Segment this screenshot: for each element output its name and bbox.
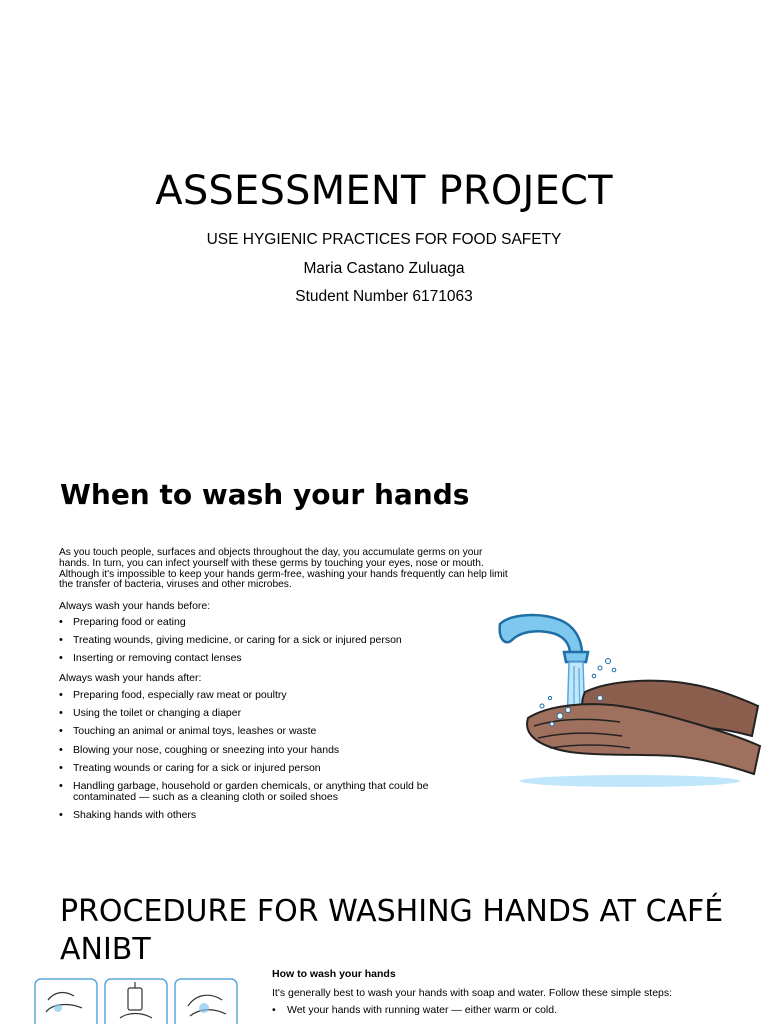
- list-item: • Using the toilet or changing a diaper: [59, 708, 459, 719]
- how-to-wash-intro: It's generally best to wash your hands with soap and water. Follow these simple steps:: [272, 987, 673, 999]
- list-item: • Preparing food, especially raw meat or poultry: [59, 690, 459, 701]
- list-item: • Treating wounds, giving medicine, or caring for a sick or injured person: [59, 635, 459, 646]
- student-number: Student Number 6171063: [295, 288, 473, 305]
- before-list-label: Always wash your hands before:: [59, 600, 211, 612]
- list-item: • Handling garbage, household or garden chemicals, or anything that could be contaminated — such as a cleaning cloth or soiled shoes: [59, 781, 459, 803]
- how-to-wash-steps: [272, 1004, 557, 1016]
- after-list: [59, 690, 459, 828]
- list-item: • Touching an animal or animal toys, leashes or waste: [59, 726, 459, 737]
- after-list-label: Always wash your hands after:: [59, 672, 202, 684]
- before-list: [59, 617, 459, 672]
- section-title-wash-hands: When to wash your hands: [60, 478, 470, 511]
- slide-title: ASSESSMENT PROJECT: [155, 168, 613, 214]
- how-to-wash-title: How to wash your hands: [272, 968, 396, 980]
- list-item: • Inserting or removing contact lenses: [59, 653, 459, 664]
- list-item: • Blowing your nose, coughing or sneezing into your hands: [59, 745, 459, 756]
- hand-washing-steps-icons: [34, 978, 240, 1024]
- slide-subtitle: USE HYGIENIC PRACTICES FOR FOOD SAFETY: [206, 231, 562, 248]
- list-item: • Preparing food or eating: [59, 617, 459, 628]
- list-item: • Wet your hands with running water — either warm or cold.: [272, 1004, 557, 1016]
- hands-washing-under-faucet-icon: [490, 606, 765, 796]
- list-item: • Shaking hands with others: [59, 810, 459, 821]
- section-title-procedure: PROCEDURE FOR WASHING HANDS AT CAFÉ ANIBT: [60, 894, 724, 967]
- list-item: • Treating wounds or caring for a sick or injured person: [59, 763, 459, 774]
- author-name: Maria Castano Zuluaga: [303, 260, 465, 277]
- intro-paragraph: As you touch people, surfaces and objects throughout the day, you accumulate germs on your hands. In turn, you can infect yourself with these germs by touching your eyes, nose or mouth. Although it's impossible to keep your hands germ-free, washing your hands frequently can help limit the transfer of bacteria, viruses and other microbes.: [59, 547, 508, 591]
